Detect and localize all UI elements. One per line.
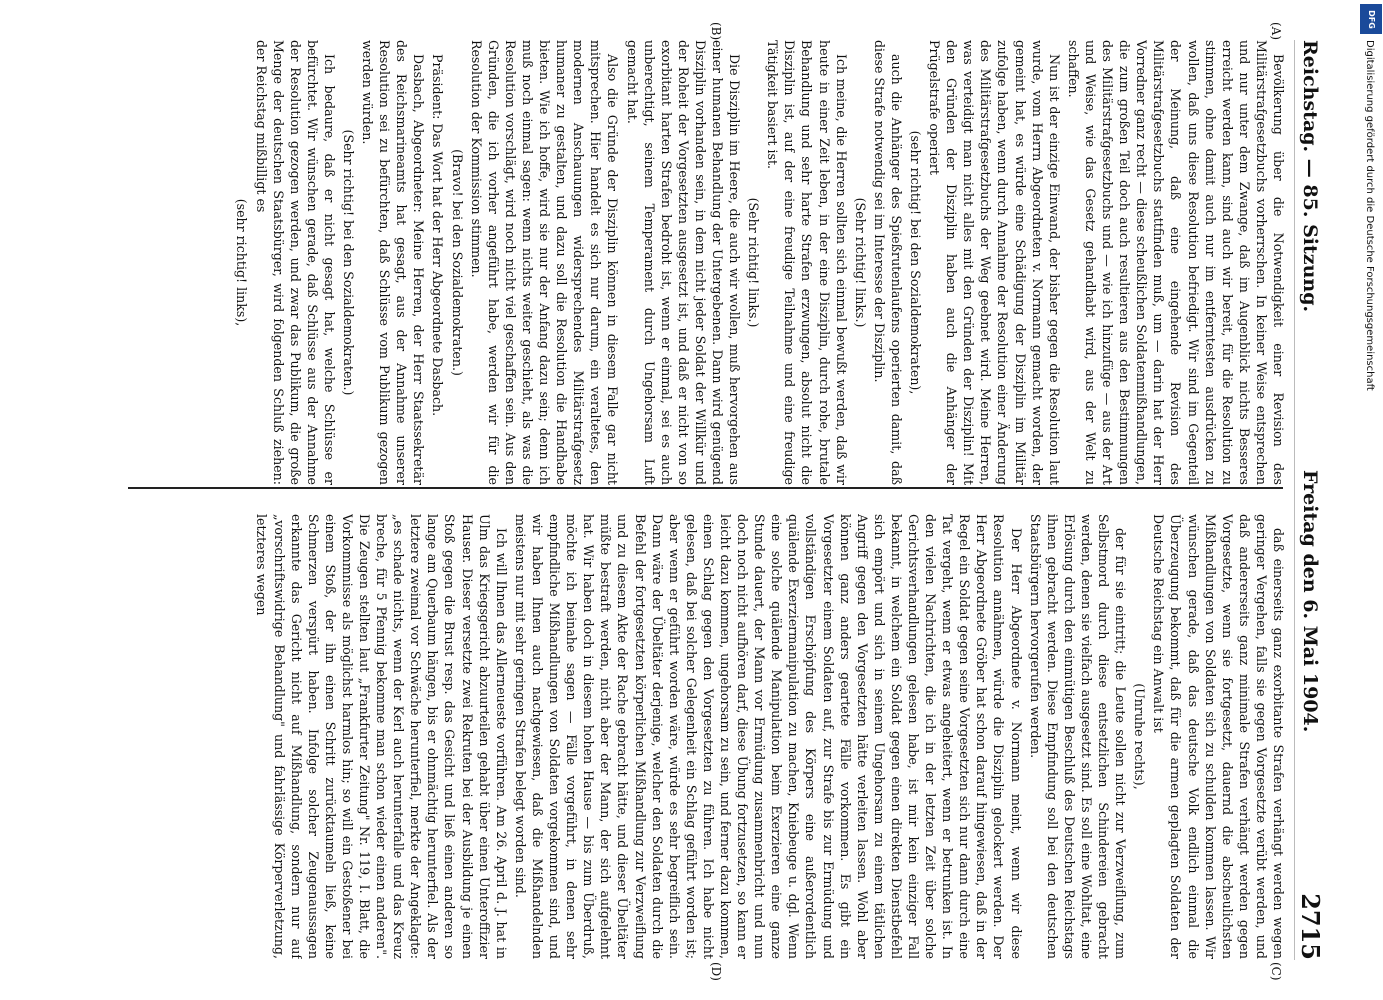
dfg-label: DFG <box>1366 9 1376 29</box>
page-header <box>1291 40 1331 960</box>
right-paragraph: Der Herr Abgeordnete v. Normann meint, wenn wir diese Resolution annähmen, würde die Disziplin gelockert werden. Der Herr Abgeordnete Gröber hat schon darauf hingewiesen, daß in der Regel ein Soldat gegen seine Vorgesetzten sich nur dann durch eine Tat vergeht, wenn er etwas angeheitert, wenn er betrunken ist. In den vielen Nachrichten, die ich in der letzten Zeit über solche Gerichtsverhandlungen gelesen habe, ist mir kein einziger Fall bekannt, in welchem ein Soldat gegen einen direkten Dienstbefehl sich empört und sich in seinem Ungehorsam zu einem tätlichen Angriff gegen den Vorgesetzten hätte verleiten lassen. Wohl aber können ganz anders geartete Fälle vorkommen. Es gibt ein Vorgesetzter einem Soldaten auf, zur Strafe bis zur Ermüdung und vollständigen Erschöpfung des Körpers eine außerordentlich quälende Exerziermanipulation zu machen, Kniebeuge u. dgl. Wenn eine solche quälende Manipulation beim Exerzieren eine ganze Stunde dauert, der Mann vor Ermüdung zusammenbricht und nun doch noch nicht aufhören darf, diese Übung fortzusetzen, so kann er leicht dazu kommen, ungehorsam zu sein, und ferner dazu kommen, einen Schlag gegen den Vorgesetzten zu führen. Ich habe nicht gelesen, daß bei solcher Gelegenheit ein Schlag geführt worden ist; aber wenn er geführt worden wäre, würde es sehr begreiflich sein. Dann wäre der Übeltäter derjenige, welcher den Soldaten durch die Befehl der fortgesetzten körperlichen Mißhandlung zur Verzweiflung und zu diesem Akte der Rache gebracht hätte, und dieser Übeltäter müßte bestraft werden, nicht aber der Mann, der sich aufgelehnt hat. Wir haben doch in diesem hohen Hause — bis zum Überdruß, möchte ich beinahe sagen — Fälle vorgeführt, in denen sehr empfindliche Mißhandlungen von Soldaten vorgekommen sind, und wir haben Ihnen auch nachgewiesen, daß die Mißhandelnden meistens nur mit sehr geringen Strafen belegt worden sind. <box>512 514 1024 959</box>
left-paragraph: (Bravo! bei den Sozialdemokraten.) <box>449 149 465 376</box>
left-paragraph: Ich bedaure, daß er nicht gesagt hat, welche Schlüsse er befürchtet. Wir wünschen gerade, daß Schlüsse aus der Annahme der Resolution gezogen werden, und zwar das Publikum, die große Menge der deutschen Staatsbürger, wird folgenden Schluß ziehen: der Reichstag mißbilligt es <box>253 40 337 485</box>
left-paragraph: Bevölkerung über die Notwendigkeit einer Revision des Militärstrafgesetzbuchs vorherrschen. In keiner Weise entsprechen und nur unter dem Zwange, daß im Augenblick nichts Besseres erreicht werden kann, sind auch wir bereit, für die Resolution zu stimmen, ohne damit auch nur im entferntesten ausdrücken zu wollen, daß uns diese Resolution befriedigt. Wir sind im Gegenteil der Meinung, daß eine eingehende Revision des Militärstrafgesetzbuchs stattfinden muß, um — darin hat der Herr Vorredner ganz recht — diese scheußlichen Soldatenmißhandlungen, die zum großen Teil doch auch resultieren aus den Bestimmungen des Militärstrafgesetzbuchs und — wie ich hinzufüge — aus der Art und Weise, wie das Gesetz gehandhabt wird, aus der Welt zu schaffen. <box>1065 40 1286 485</box>
page-number: 2715 <box>1296 893 1325 960</box>
header-rule <box>1294 40 1295 960</box>
marker-b: (B) <box>709 22 723 41</box>
left-paragraph: (Sehr richtig! links.) <box>746 197 762 328</box>
right-paragraph: der für sie eintritt; die Leute sollen nicht zur Verzweiflung, zum Selbstmord durch diese entsetzlichen Schindereien gebracht werden, denen sie vielfach ausgesetzt sind. Es soll eine Wohltat, eine Erlösung durch den einmütigen Beschluß des Deutschen Reichstags ihnen gebracht werden. Diese Empfindung soll bei den deutschen Staatsbürgern hervorgerufen werden. <box>1027 514 1129 959</box>
right-column <box>127 514 1287 959</box>
left-paragraph: (sehr richtig! links), <box>234 198 250 327</box>
left-column <box>127 40 1287 485</box>
marker-d: (D) <box>709 962 723 981</box>
left-paragraph: (Sehr richtig! links.) <box>852 197 868 328</box>
marker-c: (C) <box>1269 962 1283 981</box>
left-paragraph: (sehr richtig! bei den Sozialdemokraten), <box>908 130 924 395</box>
right-paragraph: (Unruhe rechts), <box>1132 683 1148 790</box>
header-session: Reichstag. — 85. Sitzung. <box>1299 40 1321 313</box>
footer-strip <box>1357 40 1381 980</box>
digitization-credit: Digitalisierung gefördert durch die Deutsche Forschungsgemeinschaft <box>1364 40 1375 391</box>
left-paragraph: Präsident: Das Wort hat der Herr Abgeordnete Dasbach. <box>430 54 446 417</box>
right-paragraph: daß einerseits ganz exorbitante Strafen verhängt werden wegen geringer Vergehen, falls sie gegen Vorgesetzte verübt werden, und daß andererseits ganz minimale Strafen verhängt werden gegen Vorgesetzte, wenn sie fortgesetzt, dauernd die abscheulichsten Mißhandlungen von Soldaten sich zu schulden kommen lassen. Wir wünschen gerade, daß das deutsche Volk endlich einmal die Überzeugung bekommt, daß für die armen geplagten Soldaten der Deutsche Reichstag ein Anwalt ist <box>1151 514 1286 959</box>
left-paragraph: Dasbach, Abgeordneter: Meine Herren, der Herr Staatssekretär des Reichsmarineamts hat gesagt, aus der Annahme unserer Resolution sei zu befürchten, daß Schlüsse vom Publikum gezogen werden würden. <box>360 40 427 485</box>
left-paragraph: Ich meine, die Herren sollten sich einmal bewußt werden, daß wir heute in einer Zeit leben, in der eine Disziplin, durch rohe, brutale Behandlung und sehr harte Strafen erzwungen, absolut nicht die Disziplin ist, auf der eine freudige Teilnahme und eine freudige Tätigkeit basiert ist. <box>765 40 849 485</box>
left-paragraph: (Sehr richtig! bei den Sozialdemokraten.) <box>341 129 357 396</box>
marker-a: (A) <box>1269 22 1283 41</box>
left-paragraph: Also die Gründe der Disziplin können in diesem Falle gar nicht mitsprechen. Hier handelt es sich nur darum, ein veraltetes, den modernen Anschauungen widersprechendes Militärstrafgesetz humaner zu gestalten, und dazu soll die Resolution die Handhabe bieten. Wie ich hoffe, wird sie nur der Anfang dazu sein; denn ich muß noch einmal sagen: wenn nichts weiter geschieht, als was die Resolution vorschlägt, wird noch nicht viel geschaffen sein. Aus den Gründen, die ich vorher angeführt habe, werden wir für die Resolution der Kommission stimmen. <box>468 40 621 485</box>
column-divider <box>128 487 1283 489</box>
left-paragraph: Nun ist der einzige Einwand, der bisher gegen die Resolution laut wurde, vom Herrn Abgeordneten v. Normann gemacht worden, der gemeint hat, es würde eine Schädigung der Disziplin im Militär zufolge haben, wenn durch Annahme der Resolution einer Änderung des Militärstrafgesetzbuchs der Weg geebnet wird. Meine Herren, was verteidigt man nicht alles mit den Gründen der Disziplin! Mit den Gründen der Disziplin haben auch die Anhänger der Prügelstrafe operiert <box>927 40 1062 485</box>
dfg-logo <box>1360 4 1382 34</box>
left-paragraph: auch die Anhänger des Spießrutenlaufens operierten damit, daß diese Strafe notwendig sei im Interesse der Disziplin. <box>871 40 904 485</box>
header-date: Freitag den 6. Mai 1904. <box>1299 470 1321 733</box>
right-paragraph: Ich will Ihnen das Allerneueste vorführen. Am 26. April d. J. hat in Ulm das Kriegsgericht abzuurteilen gehabt über einen Unteroffizier Hauser. Dieser versetzte zwei Rekruten bei der Ausbildung je einen Stoß gegen die Brust resp. das Gesicht und ließ einen anderen so lange am Querbaum hängen, bis er ohnmächtig herunterfiel. Als der letztere zweimal vor Schwäche herunterfiel, merkte der Angeklagte: „es schade nichts, wenn der Kerl auch herunterfalle und das Kreuz breche, für 5 Pfennig bekomme man schon wieder einen anderen". Die Zeugen stellten laut „Frankfurter Zeitung" Nr. 119, I. Blatt, die Vorkommnisse als möglichst harmlos hin; so will ein Gestoßener bei einem Stoß, der ihn einen Schritt zurücktaumeln ließ, keine Schmerzen verspürt haben. Infolge solcher Zeugenaussagen erkannte das Gericht nicht auf Mißhandlung, sondern nur auf „vorschriftswidrige Behandlung" und fahrlässige Körperverletzung, letzteres wegen <box>254 514 509 959</box>
left-paragraph: Die Disziplin im Heere, die auch wir wollen, muß hervorgehen aus einer humanen Behandlung der Untergebenen. Dann wird genügend Disziplin vorhanden sein, in dem nicht jeder Soldat der Willkür und der Roheit der Vorgesetzten ausgesetzt ist, und daß er nicht von so exorbitant harten Strafen bedroht ist, wenn er einmal, sei es auch unberechtigt, seinem Temperament durch Ungehorsam Luft gemacht hat. <box>624 40 743 485</box>
